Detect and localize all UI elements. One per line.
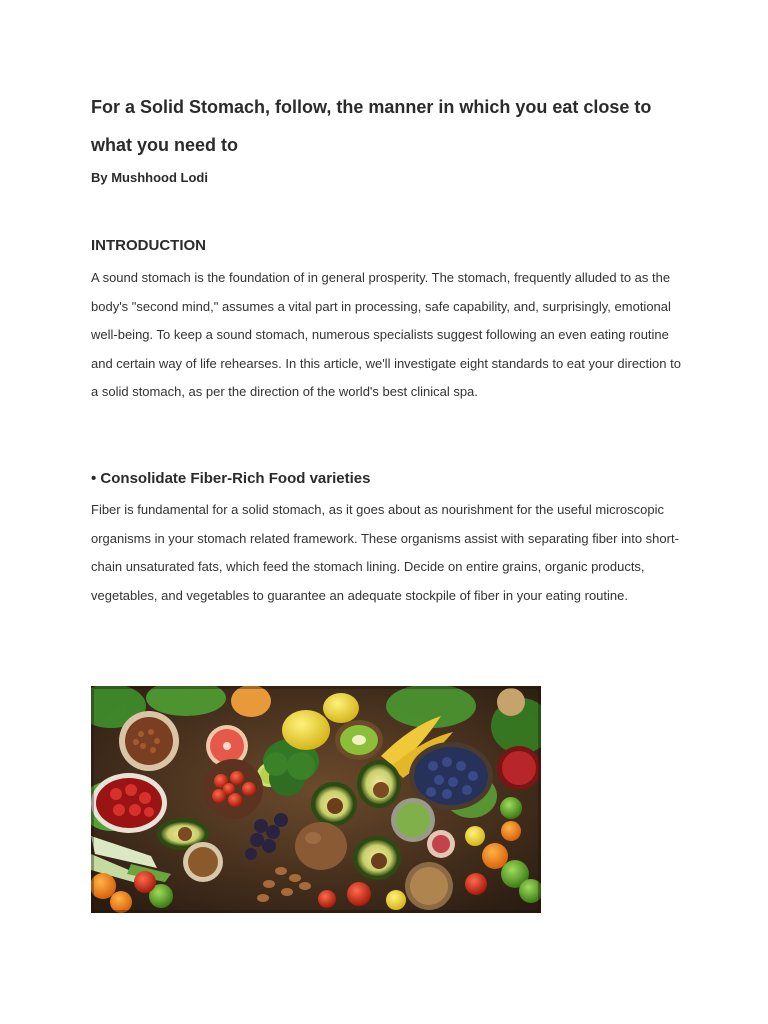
intro-paragraph: A sound stomach is the foundation of in general prosperity. The stomach, frequently alluded to as the body's "second mind," assumes a vital part in processing, safe capability, and, surprisingly, emotional well-being. To keep a sound stomach, numerous specialists suggest following an even eating routine and certain way of life rehearses. In this article, we'll investigate eight standards to eat your direction to a solid stomach, as per the direction of the world's best clinical spa. (91, 270, 681, 399)
figs (427, 830, 455, 858)
seed-bowl (183, 842, 223, 882)
coconut (295, 822, 347, 870)
kale-bowl (391, 798, 435, 842)
document-title: For a Solid Stomach, follow, the manner in which you eat close to what you need to (91, 97, 652, 155)
strawberry-bowl (91, 773, 167, 833)
tomato-bowl (203, 759, 263, 819)
section-heading-fiber: • Consolidate Fiber-Rich Food varieties (91, 470, 371, 487)
kiwi (335, 720, 383, 760)
intro-heading: INTRODUCTION (91, 237, 206, 254)
food-illustration (91, 686, 541, 913)
section-paragraph-fiber: Fiber is fundamental for a solid stomach, as it goes about as nourishment for the useful microscopic organisms in your stomach related framework. These organisms assist with separating fiber into short-chain unsaturated fats, which feed the stomach lining. Decide on entire grains, organic products, vegetables, and vegetables to guarantee an adequate stockpile of fiber in your eating routine. (91, 502, 679, 603)
author-byline: By Mushhood Lodi (91, 170, 208, 185)
lentil-bowl (405, 862, 453, 910)
food-image (91, 686, 541, 913)
beans-bowl (119, 711, 179, 771)
